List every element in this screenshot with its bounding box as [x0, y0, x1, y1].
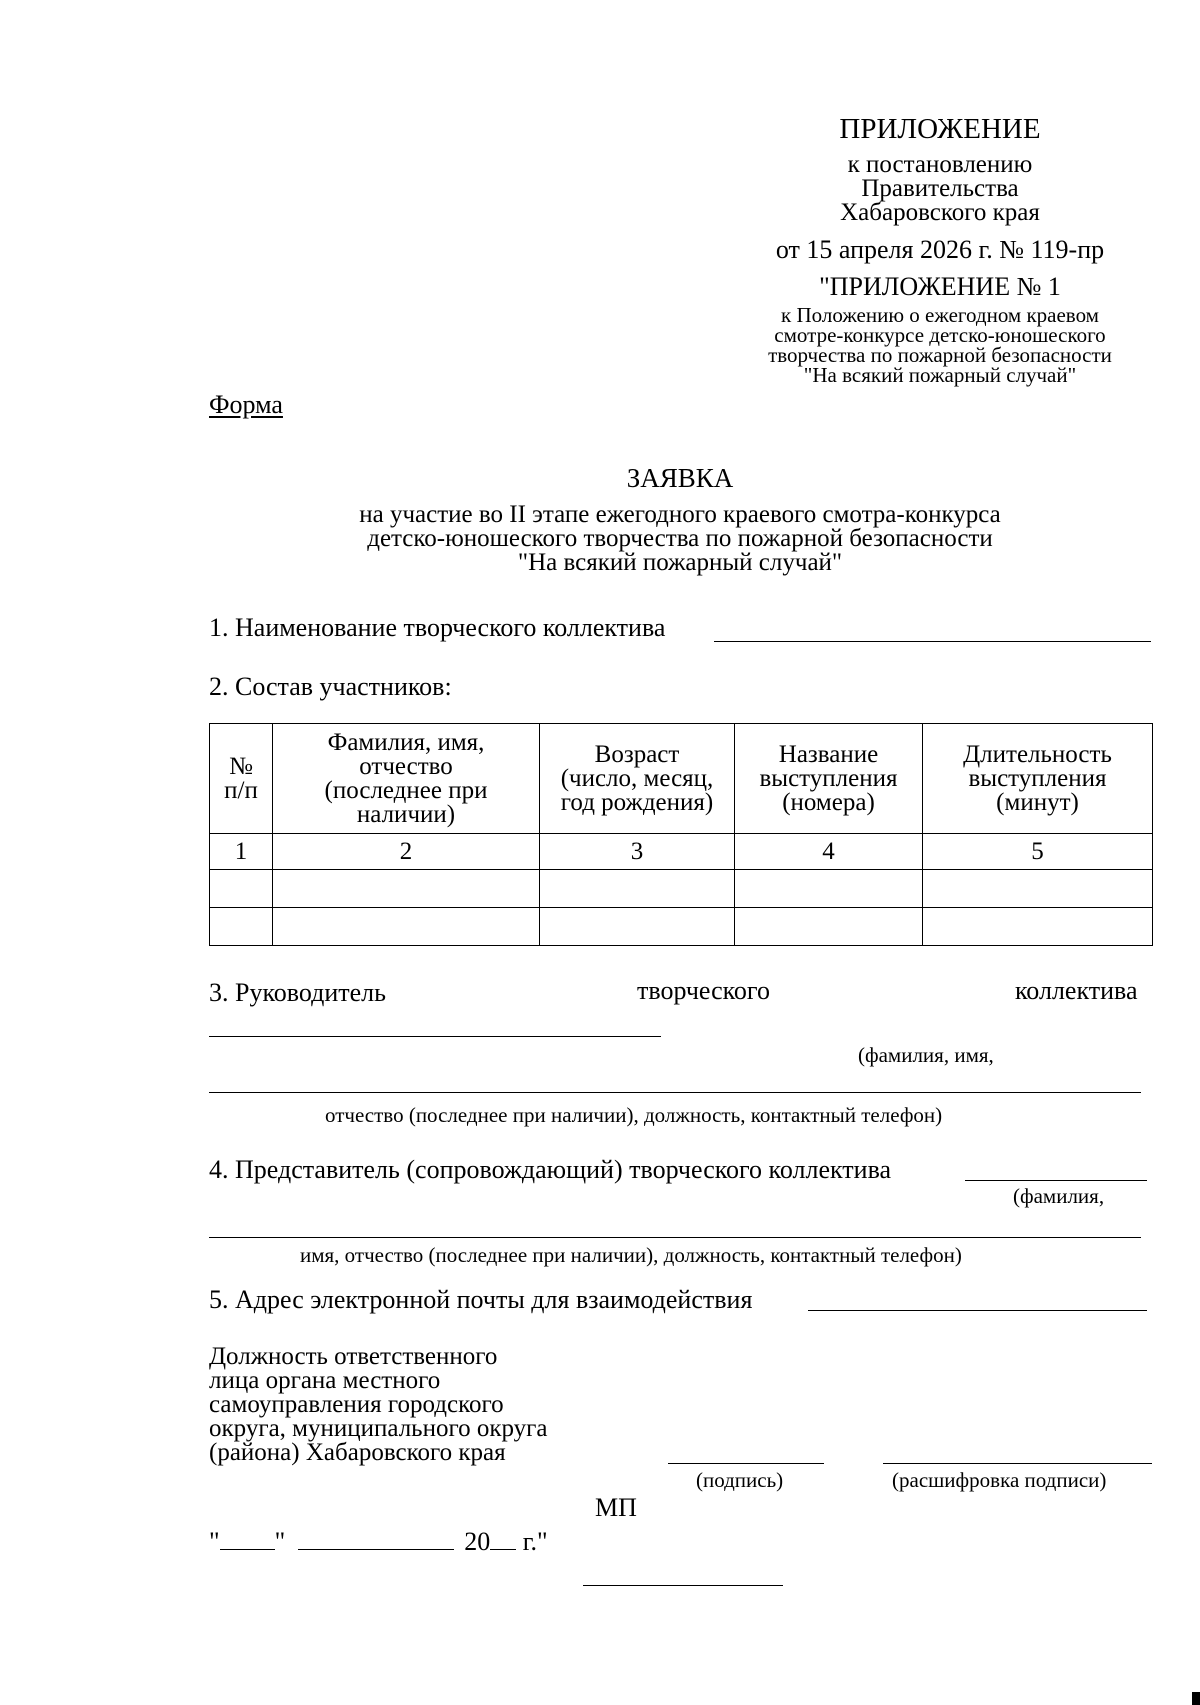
table-cell[interactable] [540, 870, 735, 908]
official-position [209, 1345, 548, 1465]
column-number: 1 [210, 834, 273, 870]
stamp-label: МП [595, 1493, 637, 1522]
subtitle-line: детско-юношеского творчества по пожарной безопасности [367, 525, 993, 552]
table-cell[interactable] [735, 908, 923, 946]
table-cell[interactable] [273, 908, 540, 946]
participants-label: 2. Состав участников: [209, 672, 452, 701]
table-cell[interactable] [210, 870, 273, 908]
table-cell[interactable] [210, 908, 273, 946]
decree-date: от 15 апреля 2026 г. № 119-пр [775, 235, 1105, 264]
date-line [209, 1527, 548, 1557]
table-cell[interactable] [923, 908, 1153, 946]
leader-field[interactable] [209, 1036, 661, 1037]
decree-reference [740, 153, 1140, 225]
column-number: 5 [923, 834, 1153, 870]
header-cell-duration: Длительность выступления (минут) [923, 724, 1153, 834]
collective-name-label: 1. Наименование творческого коллектива [209, 613, 666, 642]
position-line: округа, муниципального округа [209, 1415, 548, 1442]
decree-line: Правительства [861, 175, 1019, 202]
subtitle-line: "На всякий пожарный случай" [517, 549, 843, 576]
regulation-line: творчества по пожарной безопасности [768, 343, 1112, 367]
date-year-prefix: 20 [464, 1527, 491, 1556]
leader-label-part1: 3. Руководитель [209, 978, 386, 1007]
date-day-field[interactable] [220, 1531, 275, 1550]
leader-hint-1: (фамилия, имя, [858, 1043, 994, 1067]
representative-field[interactable] [965, 1180, 1147, 1181]
position-line: (района) Хабаровского края [209, 1439, 506, 1466]
representative-hint-2: имя, отчество (последнее при наличии), должность, контактный телефон) [300, 1243, 962, 1267]
table-cell[interactable] [735, 870, 923, 908]
date-month-field[interactable] [298, 1531, 454, 1550]
form-label: Форма [209, 390, 283, 419]
date-year-suffix: г." [522, 1527, 548, 1556]
regulation-line: смотре-конкурсе детско-юношеского [774, 323, 1106, 347]
decree-line: Хабаровского края [840, 199, 1040, 226]
regulation-reference [730, 305, 1150, 385]
representative-details-field[interactable] [209, 1237, 1141, 1238]
column-number: 4 [735, 834, 923, 870]
participants-table [209, 723, 1153, 946]
application-subtitle [200, 503, 1160, 575]
signature-decoding-field[interactable] [883, 1463, 1152, 1464]
application-title: ЗАЯВКА [626, 463, 734, 493]
collective-name-field[interactable] [714, 641, 1151, 642]
regulation-line: к Положению о ежегодном краевом [781, 303, 1099, 327]
subtitle-line: на участие во II этапе ежегодного краевого смотра-конкурса [359, 501, 1001, 528]
leader-label-part3: коллектива [1015, 976, 1138, 1005]
header-cell-age: Возраст (число, месяц, год рождения) [540, 724, 735, 834]
regulation-line: "На всякий пожарный случай" [803, 363, 1077, 387]
scan-edge-mark [1192, 1692, 1200, 1705]
table-cell[interactable] [540, 908, 735, 946]
column-number: 3 [540, 834, 735, 870]
representative-label: 4. Представитель (сопровождающий) творческого коллектива [209, 1155, 892, 1184]
leader-label-part2: творческого [637, 976, 770, 1005]
representative-hint-1: (фамилия, [1013, 1184, 1105, 1208]
leader-details-field[interactable] [209, 1092, 1141, 1093]
header-cell-number: № п/п [210, 724, 273, 834]
signature-label: (подпись) [696, 1468, 784, 1492]
leader-hint-2: отчество (последнее при наличии), должность, контактный телефон) [325, 1103, 943, 1127]
decree-line: к постановлению [847, 151, 1033, 178]
header-cell-full-name: Фамилия, имя, отчество (последнее при наличии) [273, 724, 540, 834]
date-quote-close: " [274, 1527, 286, 1556]
signature-field[interactable] [668, 1463, 824, 1464]
separator-line [583, 1585, 783, 1586]
table-cell[interactable] [923, 870, 1153, 908]
signature-decoding-label: (расшифровка подписи) [892, 1468, 1107, 1492]
appendix-title: ПРИЛОЖЕНИЕ [839, 113, 1041, 145]
table-row [210, 870, 1153, 908]
appendix-1-title: "ПРИЛОЖЕНИЕ № 1 [819, 272, 1061, 301]
position-line: лица органа местного [209, 1367, 441, 1394]
table-cell[interactable] [273, 870, 540, 908]
header-cell-performance: Название выступления (номера) [735, 724, 923, 834]
email-label: 5. Адрес электронной почты для взаимодействия [209, 1285, 753, 1314]
table-header-row [210, 724, 1153, 834]
column-number: 2 [273, 834, 540, 870]
table-number-row [210, 834, 1153, 870]
position-line: самоуправления городского [209, 1391, 504, 1418]
table-row [210, 908, 1153, 946]
email-field[interactable] [808, 1310, 1147, 1311]
date-quote-open: " [209, 1527, 220, 1556]
date-year-field[interactable] [490, 1531, 516, 1550]
position-line: Должность ответственного [209, 1343, 498, 1370]
